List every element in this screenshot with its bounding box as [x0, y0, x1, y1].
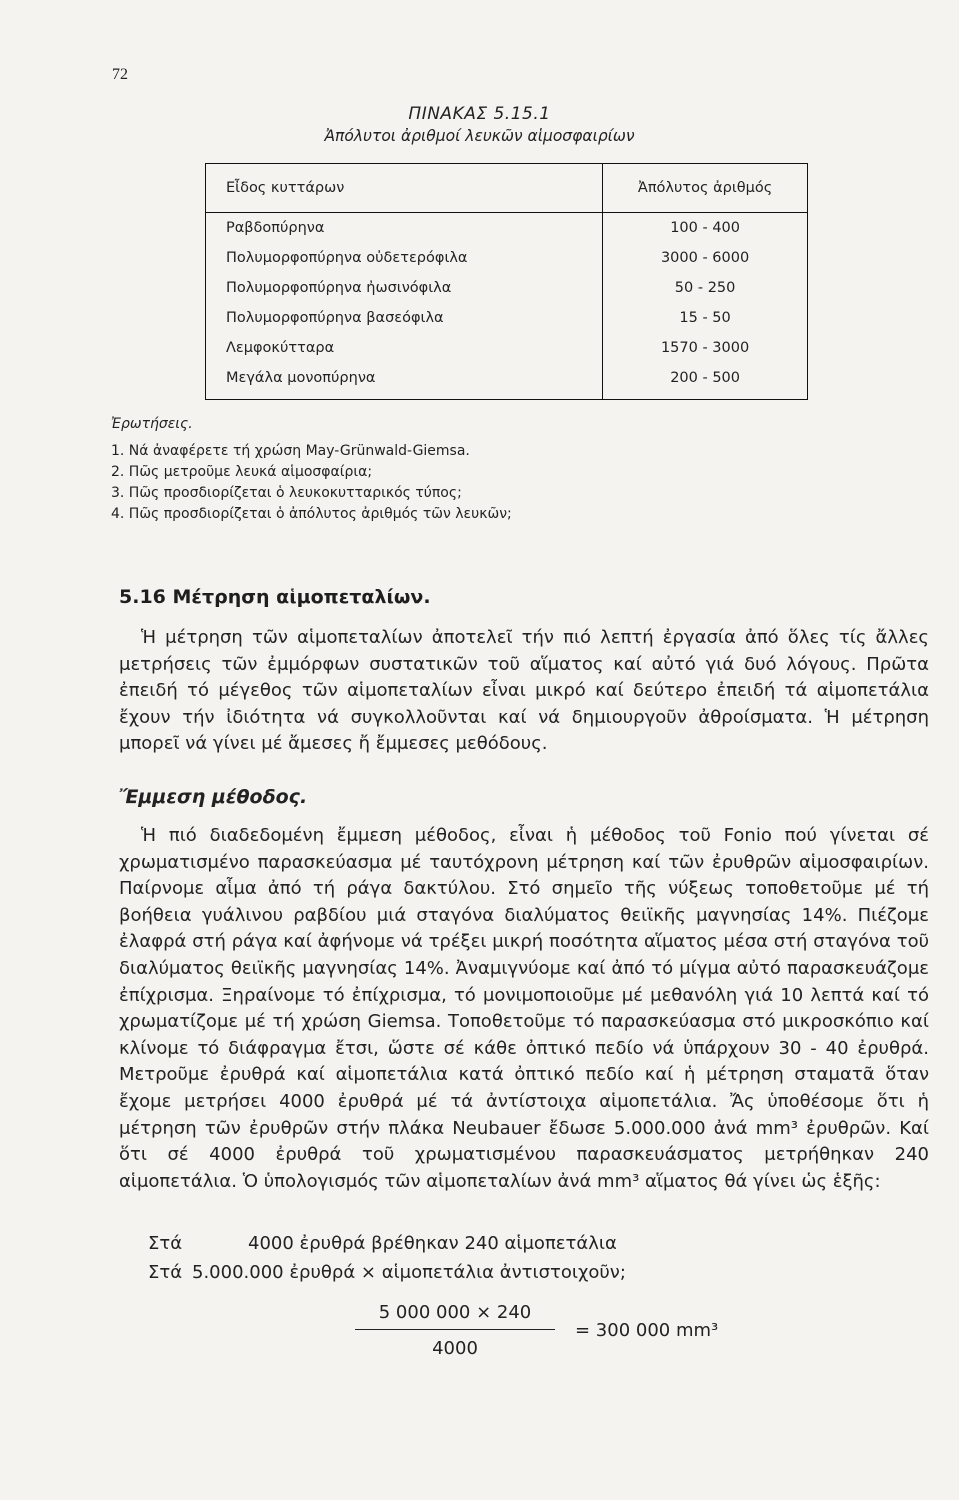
questions-list — [111, 441, 512, 525]
intro-paragraph: Ἡ μέτρηση τῶν αἱμοπεταλίων ἀποτελεῖ τήν πιό λεπτή ἐργασία ἀπό ὅλες τίς ἄλλες μετρήσεις τῶν ἐμμόρφων συστατικῶν τοῦ αἵματος καί αὐτό γιά δυό λόγους. Πρῶτα ἐπειδή τό μέγεθος τῶν αἱμοπεταλίων εἶναι μικρό καί δεύτερο ἐπειδή τά αἱμοπετάλια ἔχουν τήν ἰδιότητα νά συγκολλοῦνται καί νά δημιουργοῦν ἀθροίσματα. Ἡ μέτρηση μπορεῖ νά γίνει μέ ἄμεσες ἤ ἔμμεσες μεθόδους. — [119, 627, 929, 755]
table-row — [206, 303, 808, 333]
calc-lead-1: Στά — [148, 1233, 183, 1254]
fraction-numerator: 5 000 000 × 240 — [355, 1302, 555, 1330]
cell-count: 200 - 500 — [603, 363, 808, 400]
method-paragraph: Ἡ πιό διαδεδομένη ἔμμεση μέθοδος, εἶναι ἡ μέθοδος τοῦ Fonio πού γίνεται σέ χρωματισμένο παρασκεύασμα μέ ταυτόχρονη μέτρηση καί τῶν ἐρυθρῶν αἱμοσφαιρίων. Παίρνομε αἷμα ἀπό τή ράγα δακτύλου. Στό σημεῖο τῆς νύξεως τοποθετοῦμε μέ τή βοήθεια γυάλινου ραβδίου μιά σταγόνα διαλύματος θειϊκῆς μαγνησίας 14%. Πιέζομε ἐλαφρά στή ράγα καί ἀφήνομε νά τρέξει μικρή ποσότητα αἵματος μέσα στή σταγόνα τοῦ διαλύματος θειϊκῆς μαγνησίας 14%. Ἀναμιγνύομε καί ἀπό τό μίγμα αὐτό παρασκευάζομε ἐπίχρισμα. Ξηραίνομε τό ἐπίχρισμα, τό μονιμοποιοῦμε μέ μεθανόλη γιά 10 λεπτά καί τό χρωματίζομε μέ τή χρώση Giemsa. Τοποθετοῦμε τό παρασκεύασμα στό μικροσκόπιο καί κλίνομε τό διάφραγμα ἔτσι, ὥστε σέ κάθε ὀπτικό πεδίο νά ὑπάρχουν 30 - 40 ἐρυθρά. Μετροῦμε ἐρυθρά καί αἱμοπετάλια κατά ὀπτικό πεδίο καί ἡ μέτρηση σταματᾶ ὅταν ἔχομε μετρήσει 4000 ἐρυθρά μέ τά ἀντίστοιχα αἱμοπετάλια. Ἄς ὑποθέσομε ὅτι ἡ μέτρηση τῶν ἐρυθρῶν στήν πλάκα Neubauer ἔδωσε 5.000.000 ἀνά mm³ ἐρυθρῶν. Καί ὅτι σέ 4000 ἐρυθρά τοῦ χρωματισμένου παρασκευάσματος μετρήθηκαν 240 αἱμοπετάλια. Ὁ ὑπολογισμός τῶν αἱμοπεταλίων ἀνά mm³ αἵματος θά γίνει ὡς ἑξῆς: — [119, 825, 929, 1192]
cell-type: Πολυμορφοπύρηνα οὐδετερόφιλα — [226, 249, 468, 266]
cell-count: 1570 - 3000 — [603, 333, 808, 363]
table-title: Ἀπόλυτοι ἀριθμοί λευκῶν αἱμοσφαιρίων — [324, 127, 635, 145]
table-row — [206, 273, 808, 303]
question-item: 1. Νά ἀναφέρετε τή χρώση May-Grünwald-Giemsa. — [111, 443, 470, 459]
calculation-line-1 — [148, 1233, 617, 1254]
cell-type: Πολυμορφοπύρηνα βασεόφιλα — [226, 309, 444, 326]
white-cell-count-table — [205, 163, 808, 400]
cell-count: 3000 - 6000 — [603, 243, 808, 273]
cell-type: Πολυμορφοπύρηνα ἠωσινόφιλα — [226, 279, 452, 296]
calculation-result: = 300 000 mm³ — [575, 1320, 719, 1341]
calc-text-1: 4000 ἐρυθρά βρέθηκαν 240 αἱμοπετάλια — [248, 1233, 617, 1254]
cell-type: Μεγάλα μονοπύρηνα — [226, 369, 376, 386]
cell-count: 100 - 400 — [603, 213, 808, 243]
header-absolute-count: Ἀπόλυτος ἀριθμός — [603, 164, 808, 213]
calc-lead-2: Στά — [148, 1262, 183, 1283]
cell-type: Λεμφοκύτταρα — [226, 339, 335, 356]
cell-count: 15 - 50 — [603, 303, 808, 333]
table-row — [206, 363, 808, 400]
question-item: 4. Πῶς προσδιορίζεται ὁ ἀπόλυτος ἀριθμός τῶν λευκῶν; — [111, 506, 512, 522]
calc-text-2: 5.000.000 ἐρυθρά × αἱμοπετάλια ἀντιστοιχοῦν; — [192, 1262, 626, 1283]
fraction-denominator: 4000 — [432, 1338, 478, 1359]
table-row — [206, 333, 808, 363]
cell-count: 50 - 250 — [603, 273, 808, 303]
table-row — [206, 213, 808, 243]
table-header-row — [206, 164, 808, 213]
review-questions — [111, 414, 512, 525]
cell-type: Ραβδοπύρηνα — [226, 219, 325, 236]
table-caption — [0, 104, 959, 145]
header-cell-type: Εἶδος κυττάρων — [206, 164, 603, 213]
table-number: ΠΙΝΑΚΑΣ 5.15.1 — [408, 104, 551, 124]
page-number: 72 — [112, 66, 128, 83]
section-heading: 5.16 Μέτρηση αἱμοπεταλίων. — [119, 586, 431, 608]
question-item: 3. Πῶς προσδιορίζεται ὁ λευκοκυτταρικός τύπος; — [111, 485, 462, 501]
question-item: 2. Πῶς μετροῦμε λευκά αἱμοσφαίρια; — [111, 464, 373, 480]
method-subheading: Ἔμμεση μέθοδος. — [119, 786, 308, 808]
questions-heading: Ἐρωτήσεις. — [111, 416, 193, 432]
calculation-line-2 — [148, 1262, 626, 1283]
table-row — [206, 243, 808, 273]
fraction — [355, 1302, 555, 1359]
